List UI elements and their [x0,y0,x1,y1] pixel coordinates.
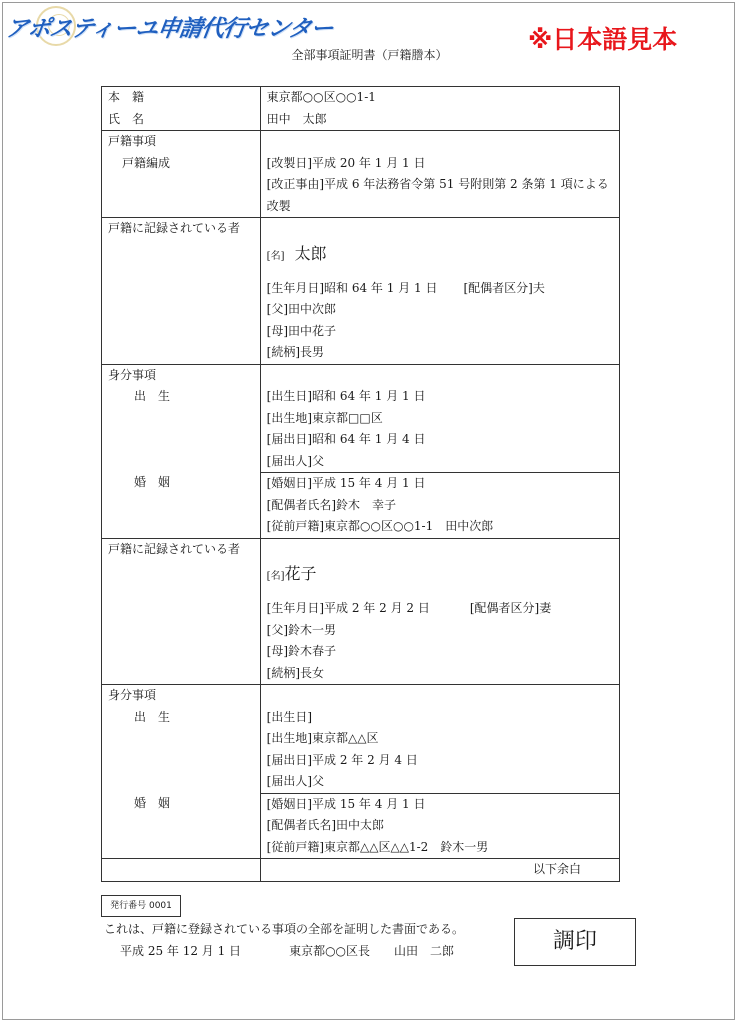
koseki-sub-label: 戸籍編成 [122,155,171,170]
header-label-cell [102,87,261,131]
birth-line: [届出人]父 [266,453,325,468]
person-birth: [生年月日]昭和 64 年 1 月 1 日 [配偶者区分]夫 [266,280,545,295]
birth-line: [届出日]昭和 64 年 1 月 4 日 [266,432,426,446]
shimei-label: 氏 名 [108,111,145,126]
marriage-line: [配偶者氏名]鈴木 幸子 [266,497,397,512]
honseki-label: 本 籍 [108,90,145,104]
marriage-label: 婚 姻 [134,475,171,489]
marriage-label: 婚 姻 [134,795,171,810]
issue-date: 平成 25 年 12 月 1 日 [120,944,242,958]
person-name: [名]花子 [266,564,317,583]
person-father: [父]田中次郎 [266,302,337,316]
company-logo [3,6,335,46]
header-row [102,87,620,131]
remaining-row [102,859,620,882]
birth-line: [出生日]昭和 64 年 1 月 1 日 [266,389,426,403]
mayor-name: 東京都○○区長 山田 二郎 [289,944,455,958]
status-birth-row [102,685,620,794]
person-birth: [生年月日]平成 2 年 2 月 2 日 [配偶者区分]妻 [266,601,552,615]
status-birth-row [102,364,620,473]
person-row [102,218,620,365]
logo-text: アポスティーユ申請代行センター [3,16,335,42]
registry-table [101,86,620,882]
person-father: [父]鈴木一男 [266,622,337,637]
marriage-line: [婚姻日]平成 15 年 4 月 1 日 [266,796,426,811]
status-label: 身分事項 [108,367,157,382]
koseki-line: [改正事由]平成 6 年法務省令第 51 号附則第 2 条第 1 項による [266,177,609,191]
koseki-line: [改製日]平成 20 年 1 月 1 日 [266,155,426,170]
status-label: 身分事項 [108,688,157,702]
remaining-blank: 以下余白 [532,862,581,876]
marriage-line: [配偶者氏名]田中太郎 [266,818,385,832]
birth-line: [届出人]父 [266,774,325,788]
shimei-value: 田中 太郎 [266,111,327,126]
person-name: [名] 太郎 [266,243,327,263]
birth-label: 出 生 [134,389,171,403]
birth-line: [出生地]東京都□□区 [266,410,383,425]
person-row [102,538,620,685]
person-relation: [続柄]長男 [266,345,325,359]
official-seal: 調印 [514,918,636,966]
marriage-line: [従前戸籍]東京都○○区○○1-1 田中次郎 [266,519,494,533]
person-mother: [母]鈴木春子 [266,644,337,658]
person-mother: [母]田中花子 [266,323,337,338]
marriage-line: [従前戸籍]東京都△△区△△1-2 鈴木一男 [266,839,489,854]
person-label: 戸籍に記録されている者 [108,541,241,556]
certification-footer [120,942,454,959]
issue-number: 発行番号 0001 [101,895,181,917]
marriage-line: [婚姻日]平成 15 年 4 月 1 日 [266,476,426,490]
document-title: 全部事項証明書（戸籍謄本） [291,48,448,62]
koseki-label: 戸籍事項 [108,134,157,148]
koseki-row [102,131,620,218]
birth-line: [出生日] [266,709,313,724]
birth-line: [出生地]東京都△△区 [266,731,379,745]
certification-text: これは、戸籍に登録されている事項の全部を証明した書面である。 [104,922,465,936]
honseki-value: 東京都○○区○○1-1 [266,90,376,104]
birth-label: 出 生 [134,709,171,724]
person-label: 戸籍に記録されている者 [108,221,241,235]
person-relation: [続柄]長女 [266,665,325,680]
header-value-cell [260,87,619,131]
sample-watermark: ※日本語見本 [528,25,678,54]
birth-line: [届出日]平成 2 年 2 月 4 日 [266,752,418,767]
koseki-line: 改製 [266,198,291,213]
